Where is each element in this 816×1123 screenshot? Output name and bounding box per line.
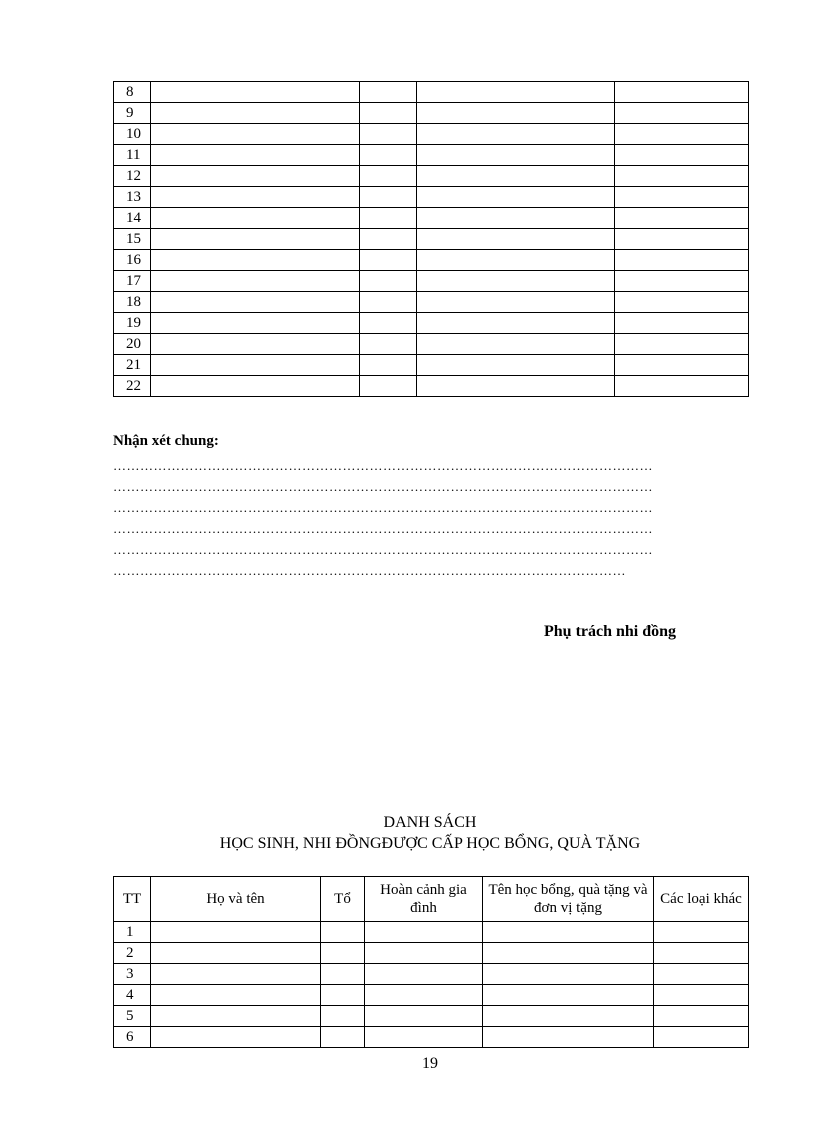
page-number: 19 <box>422 1055 438 1072</box>
table-cell <box>483 985 654 1006</box>
table-cell <box>360 145 417 166</box>
table-cell <box>417 271 615 292</box>
table-cell <box>360 166 417 187</box>
row-number: 17 <box>114 271 151 292</box>
table-row <box>114 187 749 208</box>
table-row <box>114 1027 749 1048</box>
row-number: 14 <box>114 208 151 229</box>
table-cell <box>151 229 360 250</box>
row-number: 10 <box>114 124 151 145</box>
table-cell <box>615 103 749 124</box>
row-number: 8 <box>114 82 151 103</box>
header-scholarship: Tên học bổng, quà tặng và đơn vị tặng <box>483 877 654 922</box>
list-subtitle: HỌC SINH, NHI ĐỒNGĐƯỢC CẤP HỌC BỔNG, QUÀ TẶNG <box>219 835 641 852</box>
table-cell <box>615 250 749 271</box>
row-number: 1 <box>114 922 151 943</box>
row-number: 15 <box>114 229 151 250</box>
table-cell <box>151 334 360 355</box>
row-number: 9 <box>114 103 151 124</box>
table-cell <box>417 250 615 271</box>
table-row <box>114 103 749 124</box>
table-cell <box>615 166 749 187</box>
table-row <box>114 124 749 145</box>
row-number: 19 <box>114 313 151 334</box>
table-cell <box>654 985 749 1006</box>
table-cell <box>417 124 615 145</box>
remarks-line: …………………………………………………………………………………………………… <box>113 563 626 578</box>
table-cell <box>151 1027 321 1048</box>
table-cell <box>151 187 360 208</box>
table-row <box>114 229 749 250</box>
scholarship-table <box>113 876 749 1048</box>
table-row <box>114 922 749 943</box>
table-row <box>114 292 749 313</box>
table-row <box>114 376 749 397</box>
table-cell <box>365 922 483 943</box>
table-cell <box>151 355 360 376</box>
table-row <box>114 943 749 964</box>
table-cell <box>321 1027 365 1048</box>
table-cell <box>615 187 749 208</box>
table-cell <box>360 229 417 250</box>
table-cell <box>417 229 615 250</box>
remarks-line: ………………………………………………………………………………………………………… <box>113 458 653 473</box>
row-number: 16 <box>114 250 151 271</box>
table-cell <box>321 943 365 964</box>
table-row <box>114 1006 749 1027</box>
table-cell <box>360 187 417 208</box>
table-cell <box>151 964 321 985</box>
table-cell <box>654 1006 749 1027</box>
header-group: Tổ <box>321 877 365 922</box>
row-number: 13 <box>114 187 151 208</box>
row-number: 5 <box>114 1006 151 1027</box>
table-cell <box>615 355 749 376</box>
row-number: 3 <box>114 964 151 985</box>
table-cell <box>151 208 360 229</box>
table-cell <box>654 1027 749 1048</box>
table-cell <box>654 922 749 943</box>
table-cell <box>615 376 749 397</box>
table-cell <box>360 103 417 124</box>
table-cell <box>483 1006 654 1027</box>
row-number: 11 <box>114 145 151 166</box>
table-cell <box>483 964 654 985</box>
table-cell <box>151 82 360 103</box>
table-cell <box>417 166 615 187</box>
header-family: Hoàn cảnh gia đình <box>365 877 483 922</box>
table-cell <box>365 964 483 985</box>
row-number: 4 <box>114 985 151 1006</box>
remarks-line: ………………………………………………………………………………………………………… <box>113 479 653 494</box>
table-cell <box>151 922 321 943</box>
list-title: DANH SÁCH <box>383 814 477 831</box>
table-cell <box>483 943 654 964</box>
table-cell <box>151 271 360 292</box>
table-cell <box>615 124 749 145</box>
table-cell <box>417 145 615 166</box>
table-cell <box>321 964 365 985</box>
table-row <box>114 271 749 292</box>
row-number: 12 <box>114 166 151 187</box>
row-number: 20 <box>114 334 151 355</box>
table-cell <box>417 187 615 208</box>
table-cell <box>615 82 749 103</box>
row-number: 6 <box>114 1027 151 1048</box>
table-cell <box>417 292 615 313</box>
table-cell <box>615 292 749 313</box>
table-row <box>114 250 749 271</box>
table-cell <box>360 313 417 334</box>
table-cell <box>151 250 360 271</box>
table-cell <box>151 943 321 964</box>
table-cell <box>360 271 417 292</box>
remarks-label: Nhận xét chung: <box>113 433 219 449</box>
table-cell <box>483 922 654 943</box>
table-row <box>114 82 749 103</box>
header-tt: TT <box>114 877 151 922</box>
table-row <box>114 334 749 355</box>
table-cell <box>417 376 615 397</box>
table-cell <box>151 1006 321 1027</box>
table-cell <box>151 313 360 334</box>
table-cell <box>615 145 749 166</box>
remarks-line: ………………………………………………………………………………………………………… <box>113 521 653 536</box>
row-number: 22 <box>114 376 151 397</box>
table-cell <box>417 103 615 124</box>
table-cell <box>417 334 615 355</box>
table-cell <box>615 313 749 334</box>
table-cell <box>151 166 360 187</box>
remarks-line: ………………………………………………………………………………………………………… <box>113 542 653 557</box>
header-name: Họ và tên <box>151 877 321 922</box>
table-cell <box>417 82 615 103</box>
table-row <box>114 166 749 187</box>
table-cell <box>615 229 749 250</box>
table-cell <box>151 985 321 1006</box>
table-row <box>114 964 749 985</box>
table-cell <box>360 376 417 397</box>
table-cell <box>321 985 365 1006</box>
remarks-line: ………………………………………………………………………………………………………… <box>113 500 653 515</box>
table-cell <box>151 103 360 124</box>
table-cell <box>654 964 749 985</box>
table-cell <box>360 292 417 313</box>
header-other: Các loại khác <box>654 877 749 922</box>
table-row <box>114 985 749 1006</box>
table-cell <box>151 145 360 166</box>
table-cell <box>321 922 365 943</box>
table-cell <box>360 250 417 271</box>
table-cell <box>360 82 417 103</box>
table-cell <box>360 355 417 376</box>
table-cell <box>360 334 417 355</box>
table-cell <box>365 943 483 964</box>
table-cell <box>365 1006 483 1027</box>
table-cell <box>417 208 615 229</box>
row-number: 2 <box>114 943 151 964</box>
table-row <box>114 355 749 376</box>
table-row <box>114 208 749 229</box>
table-cell <box>615 271 749 292</box>
table-cell <box>483 1027 654 1048</box>
signature-title: Phụ trách nhi đồng <box>544 623 677 640</box>
table-cell <box>321 1006 365 1027</box>
table-cell <box>654 943 749 964</box>
table-cell <box>615 334 749 355</box>
table-row <box>114 145 749 166</box>
table-cell <box>151 376 360 397</box>
table-cell <box>151 292 360 313</box>
members-table-continued <box>113 81 749 397</box>
table-cell <box>365 1027 483 1048</box>
table-cell <box>365 985 483 1006</box>
row-number: 21 <box>114 355 151 376</box>
table-cell <box>151 124 360 145</box>
table-row <box>114 313 749 334</box>
table-cell <box>417 313 615 334</box>
table-cell <box>615 208 749 229</box>
row-number: 18 <box>114 292 151 313</box>
table-cell <box>360 124 417 145</box>
table-cell <box>360 208 417 229</box>
table-cell <box>417 355 615 376</box>
